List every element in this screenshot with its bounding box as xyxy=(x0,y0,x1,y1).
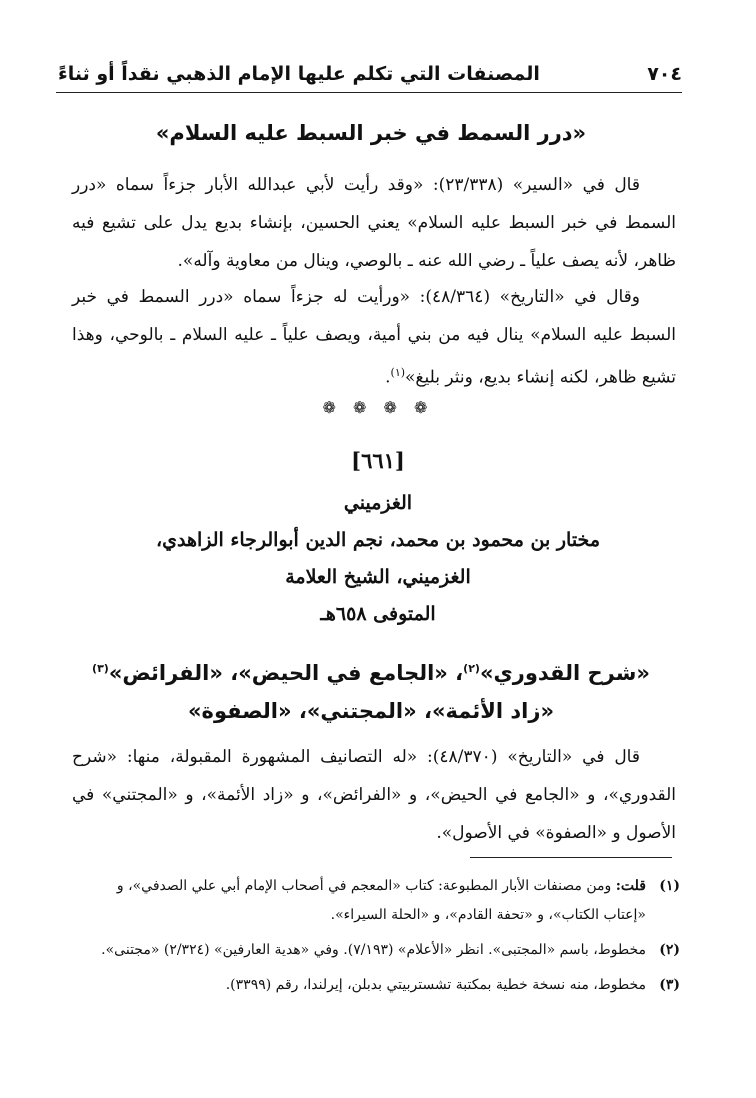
page-header xyxy=(58,58,682,90)
footnote-rule xyxy=(470,857,672,858)
header-rule xyxy=(56,92,682,93)
page-number: ٧٠٤ xyxy=(647,63,682,85)
work-title: ، «الجامع في الحيض»، «الفرائض» xyxy=(108,661,464,685)
footnote-ref[interactable]: (٣) xyxy=(92,662,109,675)
paragraph xyxy=(72,278,676,397)
entry-number: [٦٦١] xyxy=(351,448,405,473)
work-title: «شرح القدوري» xyxy=(479,661,650,685)
paragraph: قال في «التاريخ» (٤٨/٣٧٠): «له التصانيف المشهورة المقبولة، منها: «شرح القدوري»، و «الجامع في الحيض»، و «الفرائض»، و «زاد الأئمة»، و «المجتني» في الأصول و «الصفوة» في الأصول». xyxy=(72,747,676,843)
entry-death: المتوفى ٦٥٨هـ xyxy=(320,603,436,625)
works-title-line2: «زاد الأئمة»، «المجتني»، «الصفوة» xyxy=(187,699,555,723)
paragraph: قال في «السير» (٢٣/٣٣٨): «وقد رأيت لأبي عبدالله الأبار جزءاً سماه «درر السمط في خبر السبط عليه السلام» يعني الحسين، بإنشاء بديع يدل على تشيع فيه ظاهر، لأنه يصف علياً ـ رضي الله عنه ـ بالوصي، وينال من معاوية وآله». xyxy=(72,175,676,271)
footnote-lead: قلت: xyxy=(615,878,646,894)
footnotes xyxy=(72,872,680,1006)
footnote xyxy=(72,971,680,1000)
works-title xyxy=(60,650,682,730)
entry-full-name: مختار بن محمود بن محمد، نجم الدين أبوالرجاء الزاهدي، xyxy=(155,529,600,551)
section-title: «درر السمط في خبر السبط عليه السلام» xyxy=(155,121,587,145)
entry-nisba: الغزميني xyxy=(343,492,413,514)
footnote-ref[interactable]: (١) xyxy=(390,366,406,379)
footnote-body: ومن مصنفات الأبار المطبوعة: كتاب «المعجم في أصحاب الإمام أبي علي الصدفي»، و «إعتاب الكتاب»، و «تحفة القادم»، و «الحلة السيراء». xyxy=(116,878,646,923)
paragraph-end: . xyxy=(385,367,391,388)
works-title-line1 xyxy=(60,650,682,692)
paragraph-text: وقال في «التاريخ» (٤٨/٣٦٤): «ورأيت له جزءاً سماه «درر السمط في خبر السبط عليه السلام» ينال فيه من بني أمية، ويصف علياً ـ عليه السلام ـ بالوحي، وهذا تشيع ظاهر، لكنه إنشاء بديع، ونثر بليغ» xyxy=(72,287,676,388)
entry-titles: الغزميني، الشيخ العلامة xyxy=(285,566,471,588)
footnote-number: (٣) xyxy=(659,977,680,993)
footnote-ref[interactable]: (٢) xyxy=(463,662,480,675)
biography-heading xyxy=(72,485,684,633)
footnote xyxy=(72,872,680,930)
ornament-separator: ❁ ❁ ❁ ❁ xyxy=(322,398,434,417)
footnote-text xyxy=(72,872,646,930)
footnote-text: مخطوط، منه نسخة خطية بمكتبة تشستربيتي بدبلن، إيرلندا، رقم (٣٣٩٩). xyxy=(225,977,646,993)
running-title: المصنفات التي تكلم عليها الإمام الذهبي نقداً أو ثناءً xyxy=(58,63,540,85)
footnote-number: (١) xyxy=(659,878,680,894)
footnote-number: (٢) xyxy=(659,942,680,958)
footnote-text: مخطوط، باسم «المجتبى». انظر «الأعلام» (٧/١٩٣). وفي «هدية العارفين» (٢/٣٢٤) «مجتنى». xyxy=(101,942,646,958)
footnote xyxy=(72,936,680,965)
